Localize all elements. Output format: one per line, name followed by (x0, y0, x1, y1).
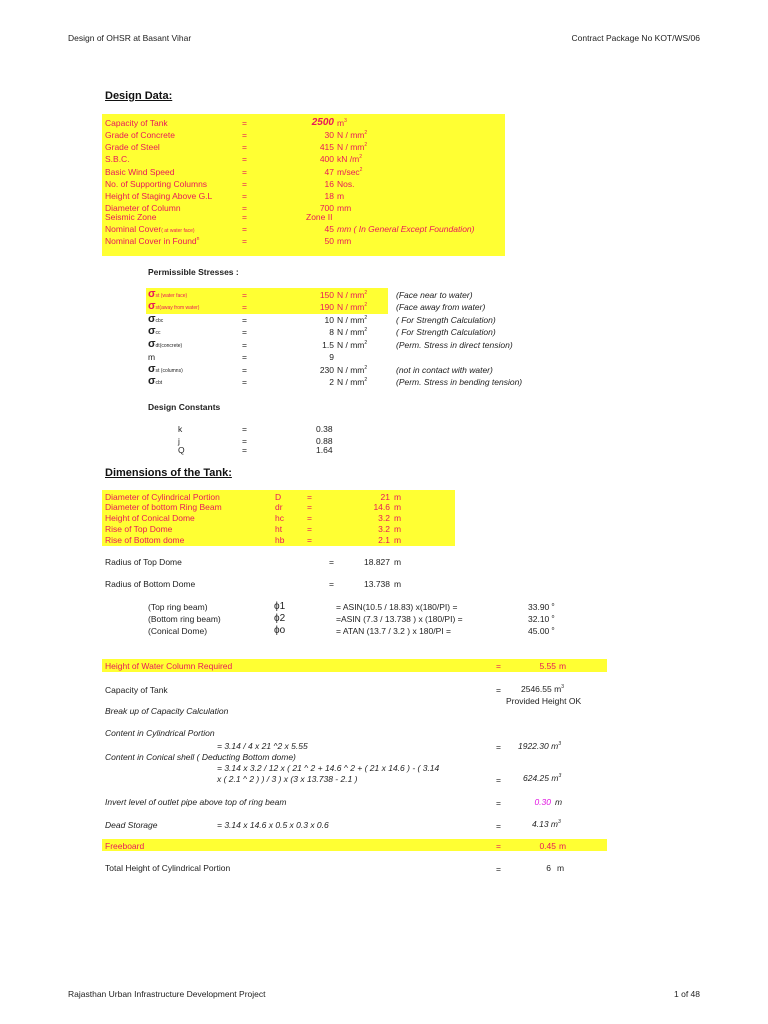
design-data-value: 16 (324, 179, 334, 189)
dimension-eq: = (307, 524, 312, 534)
constant-label: j (178, 436, 180, 446)
sigma-symbol-icon: σ (148, 338, 156, 350)
design-data-unit-text: N / mm (337, 142, 365, 152)
design-data-unit-sup: 2 (364, 130, 368, 137)
header-title: Design of OHSR at Basant Vihar (68, 33, 192, 43)
sigma-symbol-icon: σ (148, 325, 156, 337)
angle-formula: =ASIN (7.3 / 13.738 ) x (180/PI) = (336, 614, 463, 624)
sigma-symbol-icon: σ (148, 300, 156, 312)
invert-label: Invert level of outlet pipe above top of ring beam (105, 797, 287, 807)
total-height-unit: m (557, 863, 565, 873)
stress-note: (not in contact with water) (396, 365, 493, 375)
stress-eq: = (242, 302, 247, 312)
design-data-label (105, 191, 212, 201)
capacity-label: Capacity of Tank (105, 685, 168, 695)
angle-label: (Bottom ring beam) (148, 614, 221, 624)
con-formula-2: x ( 2.1 ^ 2 ) ) / 3 ) x (3 x 13.738 - 2.1 ) (217, 774, 358, 784)
design-data-label (105, 212, 157, 222)
radius-unit: m (394, 579, 402, 589)
height-required-eq: = (496, 661, 501, 671)
design-data-value: Zone II (306, 212, 333, 222)
phi-symbol-icon: ϕo (274, 625, 286, 636)
footer-page-number: 1 of 48 (674, 989, 700, 999)
stress-eq: = (242, 327, 247, 337)
radius-value: 13.738 (364, 579, 390, 589)
stress-unit-sup: 2 (364, 365, 368, 372)
stress-unit-text: N / mm (337, 302, 365, 312)
stress-note: ( For Strength Calculation) (396, 327, 496, 337)
stress-unit-text: N / mm (337, 315, 365, 325)
angle-label: (Conical Dome) (148, 626, 208, 636)
design-data-eq: = (242, 212, 247, 222)
design-data-label-text: Diameter of Column (105, 203, 181, 213)
stress-subscript: st (columns) (155, 368, 183, 374)
design-data-unit (337, 154, 362, 164)
design-data-unit-text: kN /m (337, 154, 360, 164)
stress-subscript: cbc (155, 318, 164, 324)
capacity-value: 2546.55 $m^3$ (521, 684, 564, 694)
dimensions-heading: Dimensions of the Tank: (105, 467, 232, 479)
dimension-label: Diameter of Cylindrical Portion (105, 492, 220, 502)
dead-label: Dead Storage (105, 820, 158, 830)
design-data-unit-text: mm (337, 236, 352, 246)
design-data-value: 30 (324, 130, 334, 140)
constant-eq: = (242, 436, 247, 446)
sigma-symbol-icon (148, 288, 187, 300)
design-data-unit (337, 203, 351, 213)
design-data-label (105, 179, 207, 189)
stress-unit-sup: 2 (364, 290, 368, 297)
cyl-value: 1922.30 $m^3$ (518, 741, 561, 751)
design-data-eq: = (242, 191, 247, 201)
design-data-value: 47 (324, 167, 334, 177)
design-data-value: 50 (324, 236, 334, 246)
angle-formula: = ASIN(10.5 / 18.83) x(180/PI) = (336, 602, 458, 612)
design-data-unit-sup: 2 (364, 142, 368, 149)
stress-unit-sup: 2 (364, 377, 368, 384)
stress-unit-text: N / mm (337, 290, 365, 300)
constant-eq: = (242, 445, 247, 455)
design-data-unit (337, 130, 367, 140)
design-data-label-text: Height of Staging Above G.L (105, 191, 213, 201)
sigma-symbol-icon (148, 325, 161, 337)
stress-unit-sup: 2 (364, 340, 368, 347)
stress-unit-sup: 2 (364, 327, 368, 334)
design-data-eq: = (242, 142, 247, 152)
phi-symbol-icon: ϕ2 (274, 613, 286, 624)
design-data-label (105, 236, 199, 246)
stress-unit-text: N / mm (337, 377, 365, 387)
design-data-unit-text: m (337, 191, 345, 201)
radius-value: 18.827 (364, 557, 390, 567)
dimension-symbol: D (275, 492, 282, 502)
design-data-unit-sup: 2 (359, 154, 362, 161)
design-data-label (105, 154, 130, 164)
design-data-label-text: Grade of Steel (105, 142, 160, 152)
design-data-value: 700 (319, 203, 334, 213)
constant-eq: = (242, 424, 247, 434)
design-data-eq: = (242, 118, 247, 128)
stress-unit-text: N / mm (337, 340, 365, 350)
stress-value: 2 (329, 377, 334, 387)
sigma-symbol-icon (148, 300, 199, 312)
design-data-unit-text: mm (337, 203, 352, 213)
design-data-eq: = (242, 224, 247, 234)
stress-note: (Perm. Stress in direct tension) (396, 340, 513, 350)
stress-note: (Perm. Stress in bending tension) (396, 377, 523, 387)
design-data-unit-text: m (337, 118, 345, 128)
design-data-label-sup: n (196, 236, 200, 243)
dimension-value: 3.2 (378, 524, 390, 534)
dimension-eq: = (307, 492, 312, 502)
stress-note: ( For Strength Calculation) (396, 315, 496, 325)
permissible-heading: Permissible Stresses : (148, 267, 239, 277)
design-data-label (105, 118, 168, 128)
design-data-label (105, 130, 175, 140)
stress-value: 9 (329, 352, 334, 362)
stress-symbol: m (148, 352, 156, 362)
stress-unit-sup: 2 (364, 315, 368, 322)
design-data-unit-sup: 3 (344, 118, 347, 125)
design-data-unit (337, 179, 354, 189)
design-data-value: 18 (324, 191, 334, 201)
freeboard-label: Freeboard (105, 841, 145, 851)
design-data-unit-text: mm ( In General Except Foundation) (337, 224, 475, 234)
radius-label: Radius of Top Dome (105, 557, 182, 567)
dimension-value: 21 (380, 492, 390, 502)
design-data-value: 400 (319, 154, 334, 164)
angle-value (528, 614, 554, 624)
dimension-symbol: hb (275, 535, 285, 545)
design-data-eq: = (242, 203, 247, 213)
sigma-symbol-icon (148, 375, 162, 387)
stress-unit-text: N / mm (337, 365, 365, 375)
degree-unit: o (551, 614, 555, 621)
stress-value: 230 (319, 365, 334, 375)
total-height-value: 6 (546, 863, 551, 873)
stress-unit-sup: 2 (364, 302, 368, 309)
design-data-label (105, 142, 160, 152)
dimension-unit: m (394, 492, 402, 502)
con-eq: = (496, 775, 501, 785)
freeboard-value: 0.45 (539, 841, 556, 851)
dimension-value: 2.1 (378, 535, 390, 545)
design-data-unit (337, 224, 474, 234)
sigma-symbol-icon: σ (148, 313, 156, 325)
stress-unit-text: N / mm (337, 327, 365, 337)
design-data-label (105, 167, 174, 177)
dimension-label: Diameter of bottom Ring Beam (105, 502, 222, 512)
height-required-unit: m (559, 661, 567, 671)
radius-label: Radius of Bottom Dome (105, 579, 196, 589)
dimension-label: Rise of Top Dome (105, 524, 173, 534)
design-data-value: 415 (319, 142, 334, 152)
sigma-symbol-icon: σ (148, 288, 156, 300)
design-data-eq: = (242, 130, 247, 140)
phi-symbol-icon: ϕ1 (274, 601, 286, 612)
stress-note: (Face near to water) (396, 290, 473, 300)
dimension-value: 3.2 (378, 513, 390, 523)
sigma-symbol-icon (148, 352, 155, 362)
con-value: 624.25 $m^3$ (523, 773, 562, 783)
con-title: Content in Conical shell ( Deducting Bottom dome) (105, 752, 296, 762)
stress-eq: = (242, 290, 247, 300)
freeboard-unit: m (559, 841, 567, 851)
cyl-formula: = 3.14 / 4 x 21 ^2 x 5.55 (217, 741, 308, 751)
design-data-unit (337, 142, 367, 152)
stress-value: 8 (329, 327, 334, 337)
dimension-unit: m (394, 513, 402, 523)
dimension-symbol: dr (275, 502, 283, 512)
stress-eq: = (242, 352, 247, 362)
constants-heading: Design Constants (148, 402, 221, 412)
stress-subscript: st(away from water) (155, 305, 200, 311)
stress-value: 10 (324, 315, 334, 325)
constant-value: 0.38 (316, 424, 333, 434)
design-data-label-text: Seismic Zone (105, 212, 157, 222)
dead-value: 4.13 $m^3$ (532, 819, 561, 829)
design-data-label-text: No. of Supporting Columns (105, 179, 208, 189)
footer-project: Rajasthan Urban Infrastructure Development Project (68, 989, 266, 999)
dimension-eq: = (307, 535, 312, 545)
stress-subscript: dt(concrete) (155, 343, 183, 349)
sigma-symbol-icon: σ (148, 363, 156, 375)
total-height-eq: = (496, 864, 501, 874)
radius-eq: = (329, 557, 334, 567)
constant-value: 1.64 (316, 445, 333, 455)
dimension-eq: = (307, 513, 312, 523)
stress-eq: = (242, 315, 247, 325)
dimension-value: 14.6 (373, 502, 390, 512)
angle-value-text: 33.90 (528, 602, 550, 612)
design-data-label-text: S.B.C. (105, 154, 130, 164)
design-data-unit (337, 118, 347, 128)
dead-eq: = (496, 821, 501, 831)
degree-unit: o (551, 602, 555, 609)
dimension-unit: m (394, 535, 402, 545)
stress-unit (337, 302, 367, 312)
design-data-heading: Design Data: (105, 90, 173, 102)
stress-unit (337, 340, 367, 350)
dimension-unit: m (394, 502, 402, 512)
design-data-label-text: Nominal Cover in Found (105, 236, 197, 246)
stress-eq: = (242, 340, 247, 350)
invert-value: 0.30 (534, 797, 551, 807)
design-data-unit-text: N / mm (337, 130, 365, 140)
radius-unit: m (394, 557, 402, 567)
dimension-eq: = (307, 502, 312, 512)
sigma-symbol-icon (148, 363, 183, 375)
design-data-label-text: Basic Wind Speed (105, 167, 175, 177)
design-data-unit (337, 191, 344, 201)
design-data-unit (337, 167, 362, 177)
constant-value: 0.88 (316, 436, 333, 446)
stress-subscript: cbt (155, 380, 163, 386)
dimension-label: Rise of Bottom dome (105, 535, 185, 545)
dimension-symbol: hc (275, 513, 284, 523)
dimension-label: Height of Conical Dome (105, 513, 195, 523)
stress-value: 1.5 (322, 340, 334, 350)
angle-value-text: 45.00 (528, 626, 550, 636)
design-data-label (105, 224, 195, 234)
dead-formula: = 3.14 x 14.6 x 0.5 x 0.3 x 0.6 (217, 820, 329, 830)
design-data-eq: = (242, 167, 247, 177)
invert-eq: = (496, 798, 501, 808)
stress-subscript: st (water face) (155, 293, 188, 299)
angle-value (528, 602, 554, 612)
stress-unit (337, 365, 367, 375)
constant-label: Q (178, 445, 185, 455)
design-data-unit-text: Nos. (337, 179, 355, 189)
design-data-label-text: Grade of Concrete (105, 130, 175, 140)
design-data-unit-sup: 2 (359, 167, 363, 174)
header-contract: Contract Package No KOT/WS/06 (571, 33, 700, 43)
design-data-eq: = (242, 154, 247, 164)
design-data-value: 45 (324, 224, 334, 234)
design-data-label-sub: ( at water face) (161, 228, 195, 234)
angle-formula: = ATAN (13.7 / 3.2 ) x 180/PI = (336, 626, 451, 636)
stress-eq: = (242, 365, 247, 375)
design-data-unit (337, 236, 351, 246)
stress-unit (337, 327, 367, 337)
height-required-value: 5.55 (539, 661, 556, 671)
degree-unit: o (551, 626, 555, 633)
sigma-symbol-icon (148, 313, 163, 325)
radius-eq: = (329, 579, 334, 589)
stress-value: 190 (319, 302, 334, 312)
angle-value-text: 32.10 (528, 614, 550, 624)
con-formula-1: = 3.14 x 3.2 / 12 x ( 21 ^ 2 + 14.6 ^ 2 + ( 21 x 14.6 ) - ( 3.14 (217, 763, 440, 773)
stress-value: 150 (319, 290, 334, 300)
stress-unit (337, 315, 367, 325)
freeboard-eq: = (496, 841, 501, 851)
constant-label: k (178, 424, 183, 434)
cyl-title: Content in Cylindrical Portion (105, 728, 215, 738)
breakup-title: Break up of Capacity Calculation (105, 706, 229, 716)
stress-subscript: cc (155, 330, 161, 336)
stress-unit (337, 377, 367, 387)
dimension-symbol: ht (275, 524, 283, 534)
design-data-label-text: Nominal Cover (105, 224, 162, 234)
design-data-eq: = (242, 179, 247, 189)
cyl-eq: = (496, 742, 501, 752)
invert-unit: m (555, 797, 563, 807)
total-height-label: Total Height of Cylindrical Portion (105, 863, 231, 873)
capacity-eq: = (496, 685, 501, 695)
stress-unit (337, 290, 367, 300)
angle-value (528, 626, 554, 636)
stress-note: (Face away from water) (396, 302, 486, 312)
design-data-label-text: Capacity of Tank (105, 118, 168, 128)
sigma-symbol-icon (148, 338, 182, 350)
capacity-note: Provided Height OK (506, 696, 582, 706)
design-data-unit-text: m/sec (337, 167, 360, 177)
design-data-value: 2500 (311, 117, 334, 128)
dimension-unit: m (394, 524, 402, 534)
angle-label: (Top ring beam) (148, 602, 208, 612)
design-data-eq: = (242, 236, 247, 246)
stress-eq: = (242, 377, 247, 387)
sigma-symbol-icon: σ (148, 375, 156, 387)
height-required-label: Height of Water Column Required (105, 661, 233, 671)
